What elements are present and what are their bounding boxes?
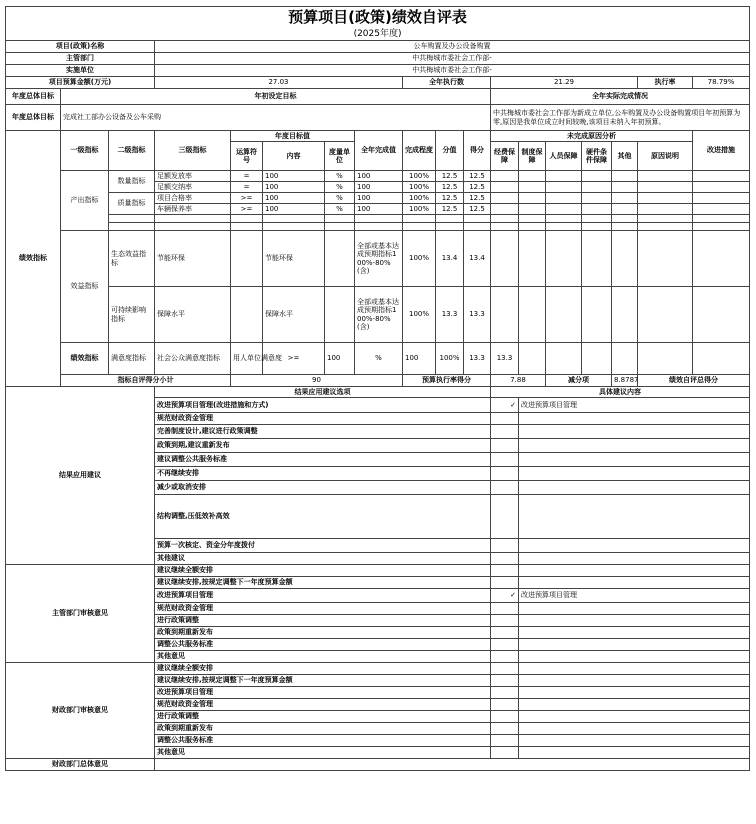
indicator-full: 12.5 <box>436 204 464 215</box>
benefit-lvl2: 生态效益指标 <box>109 231 155 287</box>
goal-label-top: 年度总体目标 <box>6 89 61 105</box>
option-check[interactable] <box>491 467 519 481</box>
option-check[interactable] <box>491 495 519 539</box>
page-title: 预算项目(政策)绩效自评表 <box>6 7 750 28</box>
goal-actual-header: 全年实际完成情况 <box>491 89 750 105</box>
indicator-unit: % <box>325 193 355 204</box>
indicator-operator: = <box>231 171 263 182</box>
review-check[interactable]: ✓ <box>491 589 519 603</box>
indicator-score: 13.4 <box>464 231 491 287</box>
goal-actual-text: 中共梅城市委社会工作部为新成立单位,公车购置及办公设备购置项目年初预算为零,原因是我单位成立时间较晚,该项目未纳入年初预算。 <box>491 105 750 131</box>
option-check[interactable] <box>491 539 519 553</box>
option-label: 建议调整公共服务标准 <box>155 453 491 467</box>
review-check[interactable] <box>491 615 519 627</box>
goal-label: 年度总体目标 <box>6 105 61 131</box>
finance-review-label: 改进预算项目管理 <box>155 687 491 699</box>
indicator-degree: 100% <box>436 343 464 375</box>
indicator-operator: >= <box>231 193 263 204</box>
subtotal-label: 指标自评得分小计 <box>61 375 231 387</box>
indicator-score: 12.5 <box>464 193 491 204</box>
indicator-operator: >= <box>263 343 325 375</box>
option-content: 改进预算项目管理 <box>519 398 750 413</box>
option-content <box>519 413 750 425</box>
indicator-full: 13.3 <box>436 287 464 343</box>
indicator-content: 节能环保 <box>263 231 325 287</box>
header-reason-note: 原因说明 <box>638 142 693 171</box>
indicator-degree: 100% <box>403 231 436 287</box>
indicator-name: 足额交纳率 <box>155 182 231 193</box>
finance-review-label: 建议继续安排,按规定调整下一年度预算金额 <box>155 675 491 687</box>
exec-score-label: 预算执行率得分 <box>403 375 491 387</box>
finance-review-content <box>519 735 750 747</box>
finance-review-check[interactable] <box>491 747 519 759</box>
result-options-header: 结果应用建议选项 <box>155 387 491 398</box>
option-label: 其他建议 <box>155 553 491 565</box>
result-content-header: 具体建议内容 <box>491 387 750 398</box>
finance-review-check[interactable] <box>491 711 519 723</box>
satisfaction-lvl1: 满意度指标 <box>109 343 155 375</box>
indicator-operator: >= <box>231 204 263 215</box>
deduct-label: 减分项 <box>546 375 612 387</box>
option-label: 减少或取消安排 <box>155 481 491 495</box>
review-label: 规范财政资金管理 <box>155 603 491 615</box>
review-label: 改进预算项目管理 <box>155 589 491 603</box>
department-value: 中共梅城市委社会工作部- <box>155 53 750 65</box>
total-label: 绩效自评总得分 <box>638 375 750 387</box>
review-content <box>519 565 750 577</box>
header-degree: 完成程度 <box>403 131 436 171</box>
option-label: 政策到期,建议重新发布 <box>155 439 491 453</box>
review-content <box>519 603 750 615</box>
finance-review-label: 其他意见 <box>155 747 491 759</box>
finance-review-label: 政策到期重新发布 <box>155 723 491 735</box>
review-label: 建议继续安排,按规定调整下一年度预算金额 <box>155 577 491 589</box>
goal-plan-header: 年初设定目标 <box>61 89 491 105</box>
output-quality-label: 质量指标 <box>109 193 155 215</box>
option-check[interactable] <box>491 453 519 467</box>
option-check[interactable] <box>491 481 519 495</box>
indicator-done: 100 <box>355 182 403 193</box>
finance-review-label: 规范财政资金管理 <box>155 699 491 711</box>
indicator-full: 13.3 <box>464 343 491 375</box>
indicator-score: 13.3 <box>491 343 519 375</box>
option-check[interactable] <box>491 439 519 453</box>
indicator-name: 节能环保 <box>155 231 231 287</box>
finance-review-label: 建议继续全额安排 <box>155 663 491 675</box>
option-label: 预算一次核定、资金分年度拨付 <box>155 539 491 553</box>
project-name-value: 公车购置及办公设备购置 <box>155 41 750 53</box>
option-content <box>519 453 750 467</box>
review-label: 建议继续全额安排 <box>155 565 491 577</box>
review-content: 改进预算项目管理 <box>519 589 750 603</box>
result-use-section-label: 结果应用建议 <box>6 387 155 565</box>
finance-review-check[interactable] <box>491 687 519 699</box>
unit-label: 实施单位 <box>6 65 155 77</box>
indicator-done: 100 <box>355 204 403 215</box>
option-content <box>519 495 750 539</box>
header-completion: 全年完成值 <box>355 131 403 171</box>
indicator-unit: % <box>355 343 403 375</box>
finance-review-label: 调整公共服务标准 <box>155 735 491 747</box>
header-improve: 改进措施 <box>693 131 750 171</box>
benefit-lvl2: 可持续影响指标 <box>109 287 155 343</box>
finance-review-content <box>519 675 750 687</box>
indicator-operator <box>231 287 263 343</box>
indicator-degree: 100% <box>403 193 436 204</box>
evaluation-table <box>5 6 750 771</box>
header-reason-system: 制度保障 <box>519 142 546 171</box>
finance-review-section-label: 财政部门审核意见 <box>6 663 155 759</box>
header-reason-hardware: 硬件条件保障 <box>582 142 612 171</box>
indicator-degree: 100% <box>403 204 436 215</box>
indicator-full: 12.5 <box>436 182 464 193</box>
option-content <box>519 481 750 495</box>
option-check[interactable]: ✓ <box>491 398 519 413</box>
finance-review-content <box>519 723 750 735</box>
review-check[interactable] <box>491 603 519 615</box>
finance-review-check[interactable] <box>491 675 519 687</box>
option-check[interactable] <box>491 425 519 439</box>
review-content <box>519 577 750 589</box>
header-content: 内容 <box>263 142 325 171</box>
review-label: 其他意见 <box>155 651 491 663</box>
review-label: 政策到期重新发布 <box>155 627 491 639</box>
finance-total-value[interactable] <box>155 759 750 771</box>
finance-review-content <box>519 699 750 711</box>
finance-review-content <box>519 711 750 723</box>
exec-rate-value: 78.79% <box>693 77 750 89</box>
finance-review-label: 进行政策调整 <box>155 711 491 723</box>
review-content <box>519 639 750 651</box>
benefit-lvl1: 效益指标 <box>61 231 109 343</box>
indicator-content: 100 <box>263 193 325 204</box>
option-label: 结构调整,压低效补高效 <box>155 495 491 539</box>
review-check[interactable] <box>491 651 519 663</box>
exec-amount-value: 21.29 <box>491 77 638 89</box>
header-target-group: 年度目标值 <box>231 131 355 142</box>
indicator-content: 100 <box>325 343 355 375</box>
option-label: 完善制度设计,建议进行政策调整 <box>155 425 491 439</box>
indicator-done: 100 <box>403 343 436 375</box>
review-label: 调整公共服务标准 <box>155 639 491 651</box>
indicator-operator <box>231 231 263 287</box>
indicator-full: 13.4 <box>436 231 464 287</box>
option-label: 规范财政资金管理 <box>155 413 491 425</box>
indicator-unit: % <box>325 204 355 215</box>
header-reason-other: 其他 <box>612 142 638 171</box>
finance-review-check[interactable] <box>491 723 519 735</box>
indicator-score: 12.5 <box>464 171 491 182</box>
header-lvl1: 一级指标 <box>61 131 109 171</box>
header-reason-funding: 经费保障 <box>491 142 519 171</box>
header-lvl2: 二级指标 <box>109 131 155 171</box>
indicator-degree: 100% <box>403 182 436 193</box>
option-content <box>519 439 750 453</box>
indicator-content: 100 <box>263 171 325 182</box>
indicator-section-label: 绩效指标 <box>6 131 61 387</box>
deduct-value: 8.8787 <box>612 375 638 387</box>
option-check[interactable] <box>491 553 519 565</box>
department-label: 主管部门 <box>6 53 155 65</box>
option-content <box>519 467 750 481</box>
indicator-operator: = <box>231 182 263 193</box>
review-label: 进行政策调整 <box>155 615 491 627</box>
header-reason-staff: 人员保障 <box>546 142 582 171</box>
goal-plan-text: 完成社工部办公设备及公车采购 <box>61 105 491 131</box>
option-content <box>519 425 750 439</box>
finance-review-content <box>519 687 750 699</box>
review-check[interactable] <box>491 639 519 651</box>
indicator-done: 100 <box>355 193 403 204</box>
output-lvl1: 产出指标 <box>61 171 109 231</box>
header-score-full: 分值 <box>436 131 464 171</box>
finance-review-check[interactable] <box>491 699 519 711</box>
satisfaction-section-label: 绩效指标 <box>61 343 109 375</box>
indicator-full: 12.5 <box>436 193 464 204</box>
subtotal-value: 90 <box>231 375 403 387</box>
indicator-name: 车辆保养率 <box>155 204 231 215</box>
indicator-score: 12.5 <box>464 204 491 215</box>
option-label: 不再继续安排 <box>155 467 491 481</box>
indicator-name: 足额发放率 <box>155 171 231 182</box>
option-label: 改进预算项目管理(改进措施和方式) <box>155 398 491 413</box>
finance-review-check[interactable] <box>491 735 519 747</box>
indicator-content: 保障水平 <box>263 287 325 343</box>
indicator-degree: 100% <box>403 287 436 343</box>
option-content <box>519 539 750 553</box>
report-year: (2025年度) <box>6 28 750 41</box>
exec-score-value: 7.88 <box>491 375 546 387</box>
finance-review-content <box>519 747 750 759</box>
header-score: 得分 <box>464 131 491 171</box>
header-lvl3: 三级指标 <box>155 131 231 171</box>
option-content <box>519 553 750 565</box>
indicator-unit <box>325 231 355 287</box>
indicator-content: 100 <box>263 204 325 215</box>
unit-value: 中共梅城市委社会工作部- <box>155 65 750 77</box>
review-check[interactable] <box>491 565 519 577</box>
review-check[interactable] <box>491 627 519 639</box>
budget-label: 项目预算金额(万元) <box>6 77 155 89</box>
header-unit: 度量单位 <box>325 142 355 171</box>
indicator-done: 全部或基本达成预期指标100%-80%(含) <box>355 287 403 343</box>
dept-review-section-label: 主管部门审核意见 <box>6 565 155 663</box>
review-check[interactable] <box>491 577 519 589</box>
project-name-label: 项目(政策)名称 <box>6 41 155 53</box>
indicator-score: 13.3 <box>464 287 491 343</box>
indicator-name: 用人单位满意度 <box>231 343 263 375</box>
indicator-full: 12.5 <box>436 171 464 182</box>
finance-total-label: 财政部门总体意见 <box>6 759 155 771</box>
review-content <box>519 651 750 663</box>
review-content <box>519 615 750 627</box>
indicator-unit: % <box>325 182 355 193</box>
indicator-unit: % <box>325 171 355 182</box>
header-operator: 运算符号 <box>231 142 263 171</box>
indicator-degree: 100% <box>403 171 436 182</box>
exec-rate-label: 执行率 <box>638 77 693 89</box>
indicator-score: 12.5 <box>464 182 491 193</box>
indicator-unit <box>325 287 355 343</box>
indicator-name: 保障水平 <box>155 287 231 343</box>
self-evaluation-sheet <box>5 6 749 820</box>
finance-review-check[interactable] <box>491 663 519 675</box>
header-reason-group: 未完成原因分析 <box>491 131 693 142</box>
satisfaction-lvl2: 社会公众满意度指标 <box>155 343 231 375</box>
budget-value: 27.03 <box>155 77 403 89</box>
output-qty-label: 数量指标 <box>109 171 155 193</box>
finance-review-content <box>519 663 750 675</box>
review-content <box>519 627 750 639</box>
option-check[interactable] <box>491 413 519 425</box>
exec-amount-label: 全年执行数 <box>403 77 491 89</box>
indicator-done: 100 <box>355 171 403 182</box>
indicator-content: 100 <box>263 182 325 193</box>
indicator-name: 项目合格率 <box>155 193 231 204</box>
indicator-done: 全部或基本达成预期指标100%-80%(含) <box>355 231 403 287</box>
